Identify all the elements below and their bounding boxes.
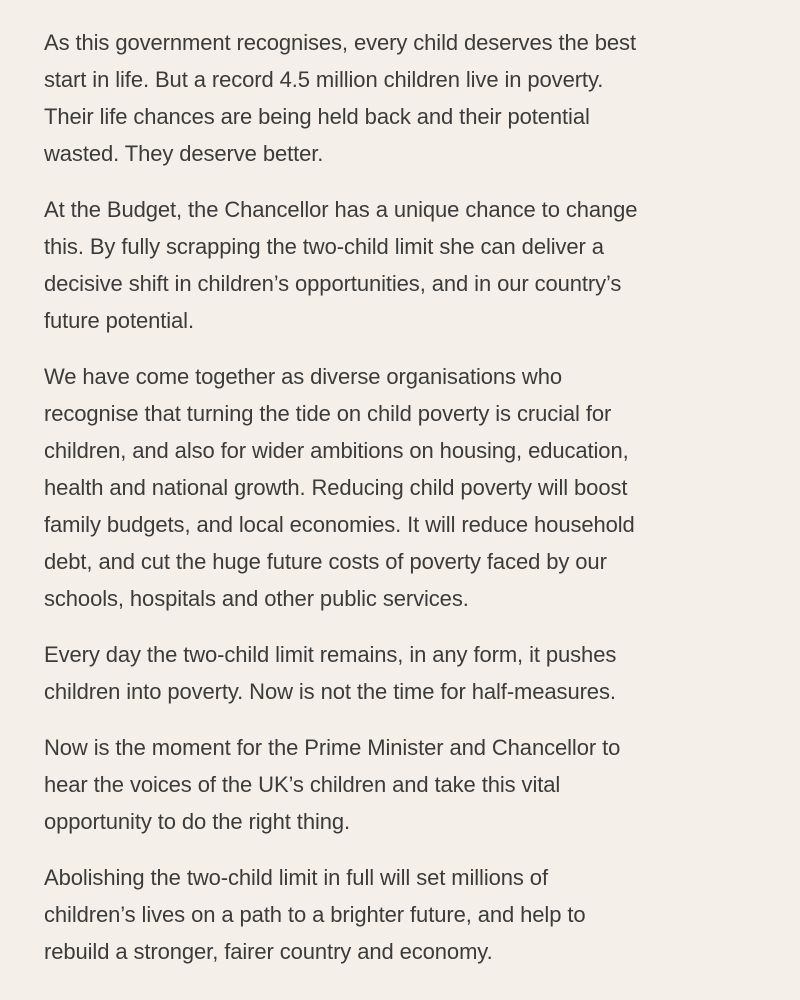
text-line: decisive shift in children’s opportunities, and in our country’s [44,271,622,296]
text-line: children into poverty. Now is not the time for half-measures. [44,679,616,704]
paragraph [44,358,756,617]
text-line: this. By fully scrapping the two-child limit she can deliver a [44,234,604,259]
text-line: wasted. They deserve better. [44,141,324,166]
text-line: recognise that turning the tide on child poverty is crucial for [44,401,612,426]
text-line: debt, and cut the huge future costs of poverty faced by our [44,549,607,574]
text-line: health and national growth. Reducing child poverty will boost [44,475,628,500]
text-line: Every day the two-child limit remains, in any form, it pushes [44,642,617,667]
paragraph [44,191,756,339]
text-line: schools, hospitals and other public services. [44,586,469,611]
paragraph [44,859,756,970]
text-line: Abolishing the two-child limit in full will set millions of [44,865,548,890]
text-line: opportunity to do the right thing. [44,809,351,834]
text-line: family budgets, and local economies. It will reduce household [44,512,635,537]
text-line: Their life chances are being held back and their potential [44,104,590,129]
text-line: children’s lives on a path to a brighter future, and help to [44,902,586,927]
paragraph [44,729,756,840]
text-line: hear the voices of the UK’s children and take this vital [44,772,561,797]
paragraph [44,24,756,172]
text-line: start in life. But a record 4.5 million children live in poverty. [44,67,604,92]
text-line: future potential. [44,308,194,333]
text-line: rebuild a stronger, fairer country and economy. [44,939,493,964]
text-line: As this government recognises, every child deserves the best [44,30,636,55]
statement-text [44,24,756,970]
paragraph [44,636,756,710]
text-line: children, and also for wider ambitions on housing, education, [44,438,629,463]
text-line: At the Budget, the Chancellor has a unique chance to change [44,197,638,222]
text-line: Now is the moment for the Prime Minister and Chancellor to [44,735,621,760]
text-line: We have come together as diverse organisations who [44,364,562,389]
